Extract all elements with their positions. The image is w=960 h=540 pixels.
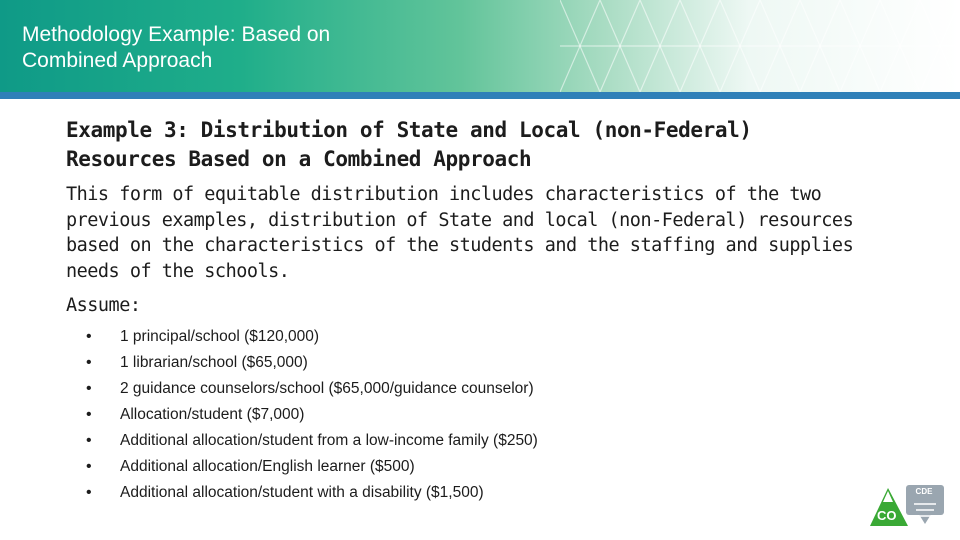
slide-content — [66, 116, 886, 506]
slide-heading-line: Resources Based on a Combined Approach — [66, 147, 532, 171]
list-item: • 1 principal/school ($120,000) — [86, 324, 886, 350]
list-item: • 2 guidance counselors/school ($65,000/guidance counselor) — [86, 376, 886, 402]
list-item: • Additional allocation/English learner ($500) — [86, 454, 886, 480]
slide-heading — [66, 116, 886, 174]
header-title-line: Combined Approach — [22, 49, 213, 72]
header-accent-bar — [0, 92, 960, 99]
list-item: • Additional allocation/student with a disability ($1,500) — [86, 480, 886, 506]
assume-label: Assume: — [66, 295, 141, 316]
logo-agency-text: CDE — [915, 487, 933, 496]
list-item: • 1 librarian/school ($65,000) — [86, 350, 886, 376]
list-item: • Additional allocation/student from a low-income family ($250) — [86, 428, 886, 454]
description-paragraph: This form of equitable distribution includes characteristics of the two previous examples, distribution of State and local (non-Federal) resources based on the characteristics of the students and the staffing and supplies needs of the schools. — [66, 184, 854, 282]
triangle-pattern — [560, 0, 960, 92]
slide-heading-line: Example 3: Distribution of State and Local (non-Federal) — [66, 118, 752, 142]
logo-state-text: CO — [877, 508, 897, 523]
list-item: • Allocation/student ($7,000) — [86, 402, 886, 428]
assumption-list — [66, 324, 886, 506]
header-title — [22, 22, 522, 74]
header-title-line: Methodology Example: Based on — [22, 23, 331, 46]
header-banner — [0, 0, 960, 92]
